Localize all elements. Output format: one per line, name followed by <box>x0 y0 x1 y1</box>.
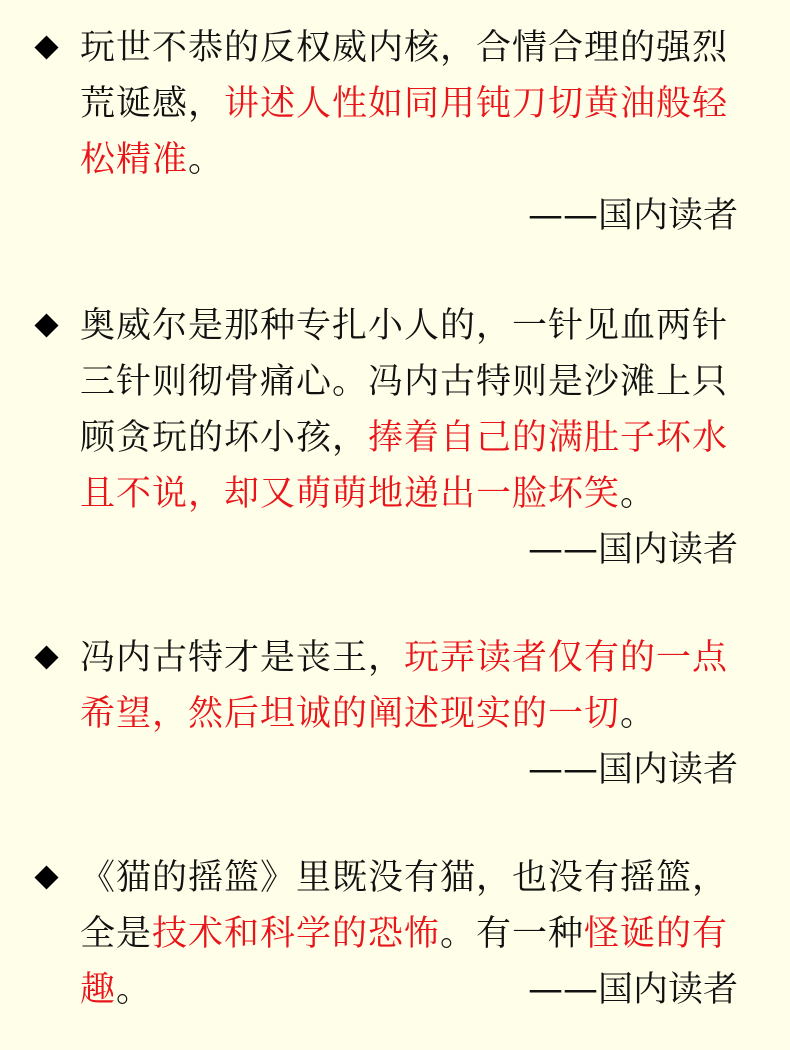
quote-text-segment: 冯内古特才是丧王， <box>80 638 405 678</box>
quote-text-segment: 。 <box>620 694 657 734</box>
quote-text-segment: 《猫的摇篮》里既没有猫，也没有摇篮，全是 <box>80 858 729 954</box>
quote-source: ——国内读者 <box>527 196 738 236</box>
quote-text-segment: 。 <box>620 474 657 514</box>
quote-source: ——国内读者 <box>527 970 738 1010</box>
quote-text-segment: 奥威尔是那种专扎小人的，一针见血两针三针则彻骨痛心。冯内古特则是沙滩上只顾贪玩的坏小孩， <box>80 306 729 458</box>
quote-text <box>80 298 746 522</box>
quote-text <box>80 20 746 188</box>
quote-highlight: 捧着自己的满肚子坏水且不说，却又萌萌地递出一脸坏笑 <box>80 418 729 514</box>
quote-highlight: 玩弄读者仅有的一点希望，然后坦诚的阐述现实的一切 <box>80 638 729 734</box>
diamond-bullet-icon <box>34 865 58 889</box>
diamond-bullet-icon <box>34 645 58 669</box>
quote-highlight: 怪诞的有趣 <box>80 914 729 1010</box>
quote-text-segment: 。 <box>116 970 153 1010</box>
diamond-bullet-icon <box>34 35 58 59</box>
quote-text-segment: 玩世不恭的反权威内核，合情合理的强烈荒诞感， <box>80 28 729 124</box>
quote-highlight: 技术和科学的恐怖 <box>152 914 441 954</box>
quote-source: ——国内读者 <box>527 750 738 790</box>
quote-highlight: 讲述人性如同用钝刀切黄油般轻松精准 <box>80 84 729 180</box>
quote-text <box>80 630 746 742</box>
diamond-bullet-icon <box>34 313 58 337</box>
quote-text-segment: 。有一种 <box>440 914 585 954</box>
quote-source: ——国内读者 <box>527 530 738 570</box>
quote-text-segment: 。 <box>188 140 225 180</box>
